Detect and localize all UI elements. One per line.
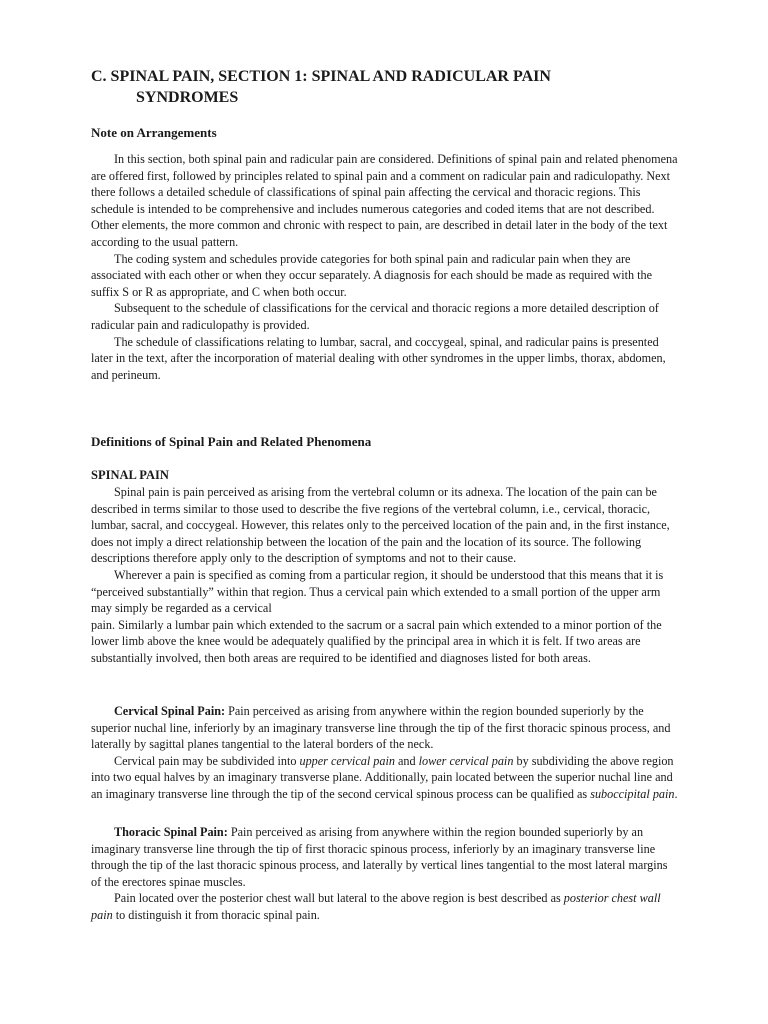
title-line-1: C. SPINAL PAIN, SECTION 1: SPINAL AND RADICULAR PAIN — [91, 68, 551, 85]
cervical-definition-text: Pain perceived as arising from anywhere within the region bounded superiorly by the superior nuchal line, inferiorly by an imaginary transverse line through the tip of the first thoracic spinous process, and laterally by sagittal planes tangential to the lateral borders of the neck. — [91, 704, 671, 752]
lower-cervical-term: lower cervical pain — [418, 753, 514, 768]
paragraph: pain. Similarly a lumbar pain which extended to the sacrum or a sacral pain which extended to a minor portion of the lower limb above the knee would be adequately qualified by the principal area in which it is felt. If two areas are substantially involved, then both areas are required to be identified and diagnoses listed for both areas. — [91, 617, 662, 665]
thoracic-definition-text: Pain perceived as arising from anywhere within the region bounded superiorly by an imaginary transverse line through the tip of first thoracic spinous process, inferiorly by an imaginary transverse line through the tip of the last thoracic spinous process, and laterally by vertical lines tangential to the most lateral margins of the erectores spinae muscles. — [91, 825, 668, 889]
note-heading: Note on Arrangements — [91, 125, 217, 140]
posterior-chest-wall — [91, 890, 679, 923]
text: by subdividing the above region into two equal halves by an imaginary transverse plane. Additionally, pain located between the superior nuchal line and an imaginary transverse line through the tip of the second cervical spinous process can be qualified as — [91, 753, 674, 801]
spinal-pain-section — [91, 484, 679, 667]
posterior-chest-wall-term: posterior chest wall pain — [91, 891, 661, 922]
page-title — [91, 66, 691, 108]
paragraph: The schedule of classifications relating to lumbar, sacral, and coccygeal, spinal, and radicular pains is presented later in the text, after the incorporation of material dealing with other syndromes in the upper limbs, thorax, abdomen, and perineum. — [91, 334, 666, 382]
note-section — [91, 151, 679, 383]
text: and — [394, 753, 419, 768]
cervical-definition — [91, 703, 679, 753]
upper-cervical-term: upper cervical pain — [299, 753, 395, 768]
paragraph: Subsequent to the schedule of classifications for the cervical and thoracic regions a more detailed description of radicular pain and radiculopathy is provided. — [91, 301, 659, 332]
text: Pain located over the posterior chest wall but lateral to the above region is best described as — [114, 891, 564, 906]
paragraph: The coding system and schedules provide categories for both spinal pain and radicular pain when they are associated with each other or when they occur separately. A diagnosis for each should be made as required with the suffix S or R as appropriate, and C when both occur. — [91, 251, 652, 299]
text: Cervical pain may be subdivided into — [114, 753, 300, 768]
text: . — [674, 786, 678, 801]
paragraph: Spinal pain is pain perceived as arising from the vertebral column or its adnexa. The location of the pain can be described in terms similar to those used to describe the five regions of the vertebral column, i.e., cervical, thoracic, lumbar, sacral, and coccygeal. However, this relates only to the perceived location of the pain and, in the first instance, does not imply a direct relationship between the location of the pain and the location of its source. The following descriptions therefore apply only to the description of symptoms and not to their cause. — [91, 485, 670, 566]
cervical-section — [91, 703, 679, 803]
cervical-term: Cervical Spinal Pain: — [114, 704, 226, 718]
title-line-2: SYNDROMES — [136, 89, 239, 106]
thoracic-definition — [91, 824, 679, 890]
thoracic-section — [91, 824, 679, 924]
cervical-subdivision — [91, 753, 679, 803]
text: to distinguish it from thoracic spinal pain. — [112, 907, 320, 922]
paragraph: Wherever a pain is specified as coming from a particular region, it should be understood that this means that it is “perceived substantially” within that region. Thus a cervical pain which extended to a small portion of the upper arm may simply be regarded as a cervical — [91, 567, 664, 616]
spinal-pain-heading: SPINAL PAIN — [91, 468, 169, 482]
thoracic-term: Thoracic Spinal Pain: — [114, 825, 228, 839]
definitions-heading: Definitions of Spinal Pain and Related Phenomena — [91, 434, 372, 449]
paragraph: In this section, both spinal pain and radicular pain are considered. Definitions of spinal pain and related phenomena are offered first, followed by principles related to spinal pain and a comment on radicular pain and radiculopathy. Next there follows a detailed schedule of classifications of spinal pain affecting the cervical and thoracic regions. This schedule is intended to be comprehensive and includes numerous categories and coded items that are not described. Other elements, the more common and chronic with respect to pain, are described in detail later in the body of the text according to the usual pattern. — [91, 152, 678, 249]
suboccipital-term: suboccipital pain — [590, 786, 675, 801]
